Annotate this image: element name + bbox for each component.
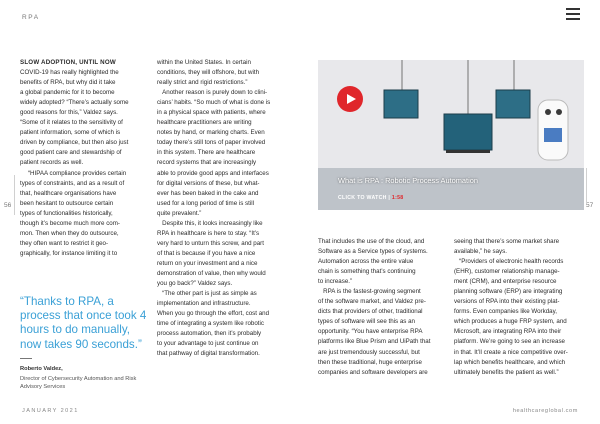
- text-line: a global pandemic for it to become: [20, 89, 115, 97]
- text-line: very hard to unturn this screw, and part: [157, 239, 264, 247]
- text-line: Automation across the entire value: [318, 258, 414, 266]
- text-line: though it’s become much more com-: [20, 219, 120, 227]
- text-line: demonstration of value, then why would: [157, 269, 266, 277]
- text-line: are just tremendously successful, but: [318, 348, 420, 356]
- text-line: in this system. There are healthcare: [157, 149, 256, 157]
- text-line: which produces a huge FRP system, and: [454, 318, 567, 326]
- text-line: widely adopted? “There’s actually some: [20, 99, 129, 107]
- text-line: good patient care and stewardship of: [20, 149, 122, 157]
- text-line: lap which benefits healthcare, and which: [454, 358, 566, 366]
- text-line: ment (CRM), and enterprise resource: [454, 278, 557, 286]
- text-line: mon. Then when they do outsource,: [20, 229, 119, 237]
- text-line: graphically, for instance limiting it to: [20, 249, 118, 257]
- footer-date: JANUARY 2021: [22, 408, 79, 414]
- text-line: of the software market, and Valdez pre-: [318, 298, 426, 306]
- text-line: within the United States. In certain: [157, 59, 251, 66]
- text-line: benefits of RPA, but why did it take: [20, 79, 116, 87]
- cta-label: CLICK TO WATCH: [338, 195, 387, 201]
- text-line: you go back?” Valdez says.: [157, 280, 233, 288]
- text-line: platforms like Blue Prism and UiPath that: [318, 338, 431, 346]
- text-line: that pathway of digital transformation.: [157, 350, 260, 358]
- text-line: to your advantage to just continue on: [157, 340, 259, 348]
- text-line: versions of RPA into their existing plat-: [454, 298, 560, 306]
- video-duration: 1:58: [391, 195, 404, 201]
- text-line: Software as a Service types of systems.: [318, 248, 428, 256]
- page-edge-rule-right: [586, 168, 587, 204]
- paragraph: [454, 237, 588, 257]
- text-line: record systems that are increasingly: [157, 159, 257, 167]
- text-line: able to provide good apps and interfaces: [157, 169, 269, 177]
- page-number-right: 57: [586, 202, 594, 209]
- text-line: That includes the use of the cloud, and: [318, 238, 425, 245]
- text-line: in that. It’ll create a nice competitive over-: [454, 348, 568, 356]
- paragraph: [157, 58, 307, 88]
- text-line: When you go through the effort, cost and: [157, 310, 270, 318]
- text-line: opportunity. “You have enterprise RPA: [318, 328, 423, 336]
- text-line: patient records as well.: [20, 159, 84, 167]
- article-column-1: [20, 58, 148, 259]
- text-line: companies and software developers are: [318, 368, 428, 376]
- paragraph: [157, 219, 307, 289]
- text-line: patient information, some of which is: [20, 129, 121, 137]
- click-to-watch-link[interactable]: CLICK TO WATCH | 1:58: [338, 195, 404, 201]
- text-line: ever has been baked in the cake and: [157, 189, 259, 197]
- text-line: they often want to restrict it geo-: [20, 239, 109, 247]
- pull-quote: “Thanks to RPA, a process that once took 4 hours to do manually, now takes 90 seconds.”: [20, 295, 147, 351]
- text-line: that, healthcare organisations have: [20, 189, 117, 197]
- text-line: RPA is the fastest-growing segment: [323, 288, 421, 296]
- video-thumbnail-illustration: [318, 60, 584, 210]
- paragraph: [318, 287, 450, 377]
- text-line: really strict and rigid restrictions.”: [157, 79, 248, 87]
- quote-divider: [20, 358, 32, 359]
- text-line: return on your investment and a nice: [157, 259, 258, 267]
- text-line: seeing that there’s some market share: [454, 238, 560, 245]
- text-line: implementation and infrastructure.: [157, 300, 251, 308]
- paragraph: [20, 179, 148, 259]
- text-line: in a physical space with patients, where: [157, 109, 266, 117]
- text-line: ultimately benefits the patient as well.”: [454, 368, 559, 376]
- video-title: What is RPA : Robotic Process Automation: [338, 176, 478, 185]
- text-line: used for a long period of time is still: [157, 199, 254, 207]
- text-line: forms. Even companies like Workday,: [454, 308, 557, 316]
- text-line: platform. We’re going to see an increase: [454, 338, 565, 346]
- text-line: to increase.”: [318, 278, 353, 286]
- text-line: of that is because if you have a nice: [157, 249, 256, 257]
- text-line: “Some of it relates to the sensitivity of: [20, 119, 123, 127]
- text-line: cians’ habits. “So much of what is done is: [157, 99, 271, 107]
- paragraph: [454, 257, 588, 378]
- paragraph: [157, 88, 307, 219]
- text-line: then these traditional, huge enterprise: [318, 358, 422, 366]
- page-number-left: 56: [4, 202, 12, 209]
- text-line: chain is something that’s continuing: [318, 268, 416, 276]
- text-line: conditions, they will offshore, but with: [157, 69, 260, 77]
- hamburger-menu-icon[interactable]: [566, 8, 580, 20]
- text-line: Microsoft, are integrating RPA into their: [454, 328, 562, 336]
- paragraph: [157, 289, 307, 359]
- text-line: types of constraints, and as a result of: [20, 179, 125, 187]
- text-line: RPA in healthcare is here to stay. “It’s: [157, 229, 260, 237]
- text-line: “Providers of electronic health records: [459, 258, 564, 266]
- text-line: planning software (ERP) are integrating: [454, 288, 563, 296]
- text-line: driven by compliance, but then also just: [20, 139, 129, 147]
- video-player[interactable]: [318, 60, 584, 210]
- text-line: Another reason is purely down to clini-: [162, 89, 268, 97]
- text-line: good reasons for this,” Valdez says.: [20, 109, 118, 117]
- text-line: process automation, then it’s probably: [157, 330, 262, 338]
- footer-website-link[interactable]: healthcareglobal.com: [512, 408, 578, 414]
- text-line: been hesitant to outsource certain: [20, 199, 114, 207]
- paragraph: [20, 68, 148, 168]
- text-line: healthcare practitioners are writing: [157, 119, 252, 127]
- text-line: Despite this, it looks increasingly like: [162, 219, 263, 227]
- page-edge-rule-left: [14, 175, 15, 215]
- article-column-2: [157, 58, 307, 359]
- quote-author-name: Roberto Valdez,: [20, 366, 63, 372]
- section-label: RPA: [22, 14, 40, 21]
- text-line: quite prevalent.”: [157, 209, 202, 217]
- paragraph: [318, 237, 450, 287]
- text-line: notes by hand, or marking charts. Even: [157, 129, 265, 137]
- text-line: today there’s still tons of paper involved: [157, 139, 266, 147]
- text-line: “The other part is just as simple as: [162, 290, 257, 298]
- section-subhead: SLOW ADOPTION, UNTIL NOW: [20, 59, 116, 66]
- text-line: types of functionalities historically,: [20, 209, 113, 217]
- text-line: types of software will see this as an: [318, 318, 415, 326]
- text-line: “HIPAA compliance provides certain: [28, 169, 127, 177]
- text-line: for digital versions of these, but what-: [157, 179, 260, 187]
- text-line: (EHR), customer relationship manage-: [454, 268, 560, 276]
- paragraph: [20, 169, 148, 179]
- quote-author-title: Director of Cybersecurity Automation and Risk Advisory Services: [20, 376, 137, 390]
- text-line: dicts that providers of other, traditional: [318, 308, 423, 316]
- article-column-4: [454, 237, 588, 378]
- text-line: available,” he says.: [454, 248, 507, 256]
- article-column-3: [318, 237, 450, 378]
- play-icon[interactable]: [337, 86, 363, 112]
- text-line: time of integrating a system like robotic: [157, 320, 264, 328]
- text-line: COVID-19 has really highlighted the: [20, 69, 119, 77]
